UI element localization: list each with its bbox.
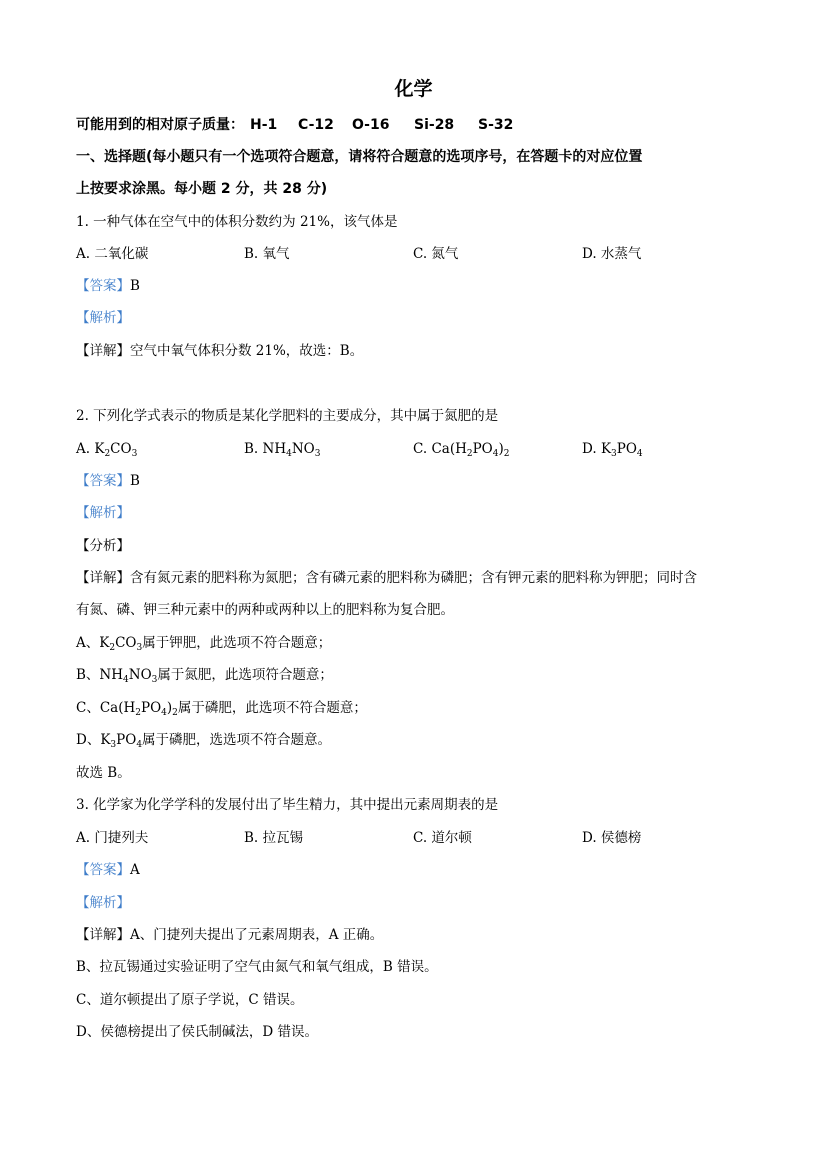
q1-option-c: C. 氮气 <box>413 246 459 262</box>
q3-option-d: D. 侯德榜 <box>582 830 642 846</box>
q3-analysis-tag: 【解析】 <box>76 895 130 911</box>
q3-detail-line-a <box>76 926 383 944</box>
q2-fenxi-tag: 【分析】 <box>76 538 130 554</box>
q3-answer: A <box>130 862 140 878</box>
mass-si: Si-28 <box>414 117 455 133</box>
q3-option-a: A. 门捷列夫 <box>76 830 149 846</box>
q2-analysis-tag: 【解析】 <box>76 505 130 521</box>
mass-h: H-1 <box>250 117 278 133</box>
page-title: 化学 <box>394 78 433 100</box>
q3-detail-b: B、拉瓦锡通过实验证明了空气由氮气和氧气组成，B 错误。 <box>76 959 438 975</box>
mass-o: O-16 <box>352 117 390 133</box>
detail-tag: 【详解】 <box>76 927 130 943</box>
q2-detail-c: C、$Ca(H_2PO_4)_2$属于磷肥，此选项不符合题意； <box>76 700 367 718</box>
q2-detail-b: B、$NH_4NO_3$属于氮肥，此选项符合题意； <box>76 667 333 685</box>
section-heading-line2: 上按要求涂黑。每小题 2 分，共 28 分) <box>76 181 328 197</box>
q1-analysis-tag: 【解析】 <box>76 310 130 326</box>
q2-detail-line1 <box>76 569 697 587</box>
q1-option-b: B. 氧气 <box>244 246 290 262</box>
q1-answer: B <box>130 278 140 294</box>
q3-detail-a: A、门捷列夫提出了元素周期表，A 正确。 <box>130 927 384 943</box>
q2-detail-a: A、$K_2CO_3$属于钾肥，此选项不符合题意； <box>76 635 332 653</box>
q1-stem: 1. 一种气体在空气中的体积分数约为 21%，该气体是 <box>76 214 398 230</box>
q3-option-b: B. 拉瓦锡 <box>244 830 304 846</box>
q3-detail-d: D、侯德榜提出了侯氏制碱法，D 错误。 <box>76 1024 318 1040</box>
atomic-mass-line <box>76 116 513 134</box>
q2-detail-line2: 有氮、磷、钾三种元素中的两种或两种以上的肥料称为复合肥。 <box>76 602 454 618</box>
answer-tag: 【答案】 <box>76 278 130 294</box>
q1-detail: 空气中氧气体积分数 21%，故选：B。 <box>130 343 364 359</box>
q3-stem: 3. 化学家为化学学科的发展付出了毕生精力，其中提出元素周期表的是 <box>76 797 499 813</box>
q2-option-d: D. $K_3PO_4$ <box>582 441 643 459</box>
q1-detail-line <box>76 342 363 360</box>
q2-option-b: B. $NH_4NO_3$ <box>244 441 321 459</box>
q1-option-d: D. 水蒸气 <box>582 246 642 262</box>
section-heading-line1: 一、选择题(每小题只有一个选项符合题意，请将符合题意的选项序号，在答题卡的对应位置 <box>76 149 643 165</box>
detail-tag: 【详解】 <box>76 570 130 586</box>
q2-conclusion: 故选 B。 <box>76 765 131 781</box>
mass-c: C-12 <box>298 117 334 133</box>
answer-tag: 【答案】 <box>76 473 130 489</box>
q3-detail-c: C、道尔顿提出了原子学说，C 错误。 <box>76 992 304 1008</box>
answer-tag: 【答案】 <box>76 862 130 878</box>
atomic-mass-label: 可能用到的相对原子质量： <box>76 117 244 133</box>
q3-option-c: C. 道尔顿 <box>413 830 472 846</box>
q3-answer-line <box>76 861 140 879</box>
mass-s: S-32 <box>478 117 514 133</box>
q2-option-a: A. $K_2CO_3$ <box>76 441 138 459</box>
q2-answer-line <box>76 472 140 490</box>
q2-option-c: C. $Ca(H_2PO_4)_2$ <box>413 441 510 459</box>
q1-option-a: A. 二氧化碳 <box>76 246 149 262</box>
q1-answer-line <box>76 277 140 295</box>
q2-detail-d: D、$K_3PO_4$属于磷肥，选选项不符合题意。 <box>76 732 332 750</box>
q2-stem: 2. 下列化学式表示的物质是某化学肥料的主要成分，其中属于氮肥的是 <box>76 408 499 424</box>
q2-detail-text: 含有氮元素的肥料称为氮肥；含有磷元素的肥料称为磷肥；含有钾元素的肥料称为钾肥；同时含 <box>130 570 697 586</box>
detail-tag: 【详解】 <box>76 343 130 359</box>
q2-answer: B <box>130 473 140 489</box>
